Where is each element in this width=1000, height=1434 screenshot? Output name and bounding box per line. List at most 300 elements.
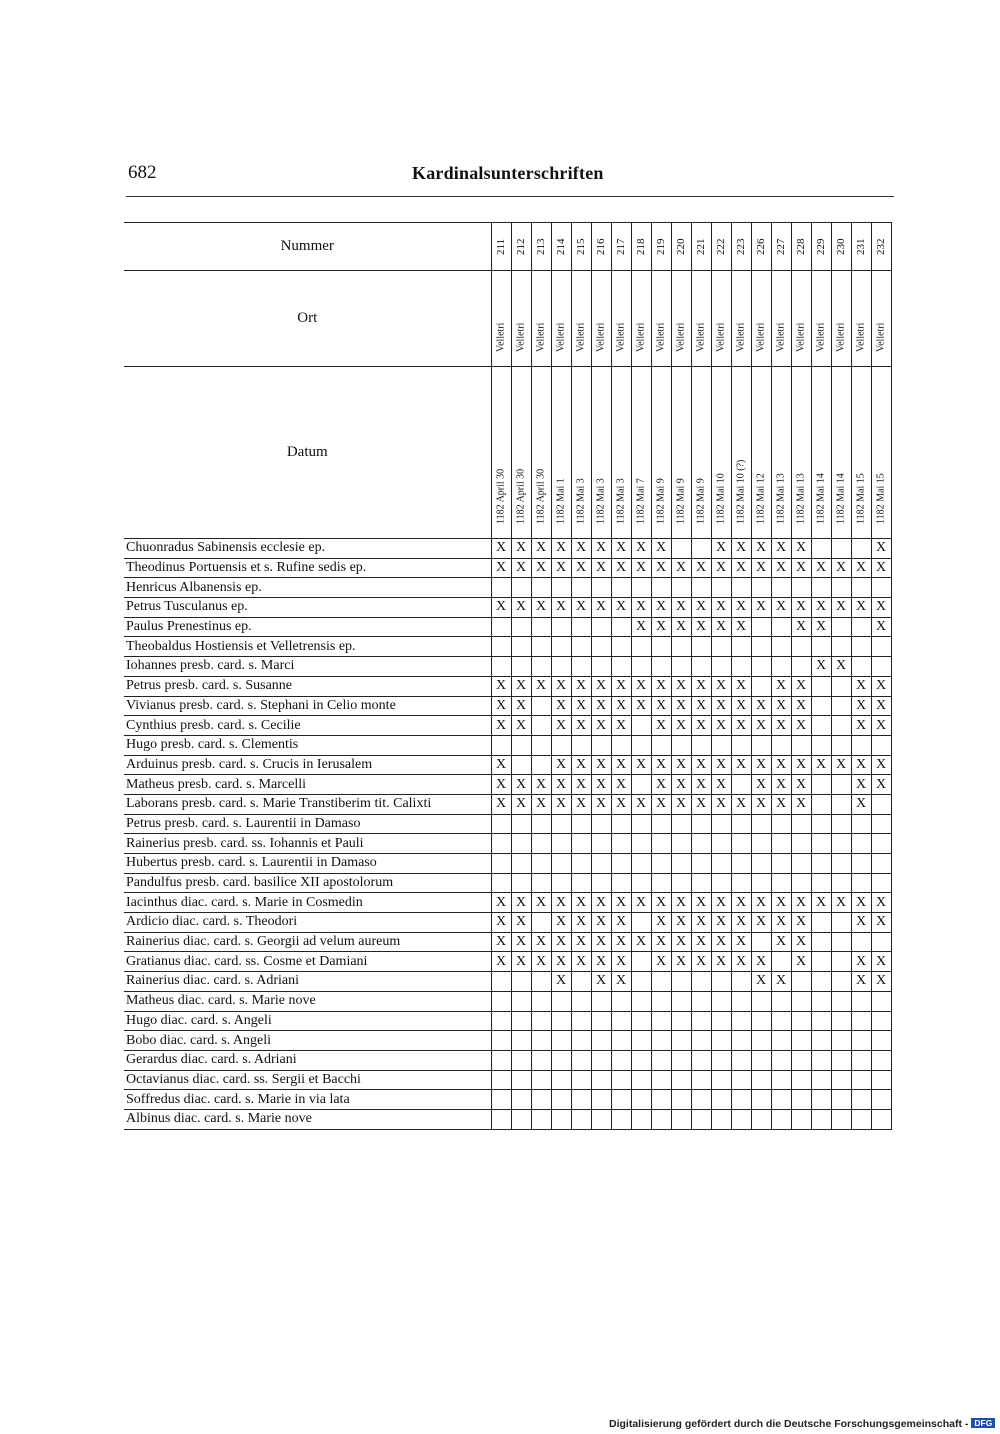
signature-mark (651, 578, 671, 598)
signature-mark: X (491, 755, 511, 775)
col-datum: 1182 Mai 14 (815, 473, 827, 524)
signature-mark (771, 1090, 791, 1110)
signature-mark (631, 775, 651, 795)
signature-mark: X (831, 657, 851, 677)
signature-mark: X (531, 794, 551, 814)
signature-mark (851, 932, 871, 952)
signature-mark: X (631, 598, 651, 618)
signature-mark (491, 1031, 511, 1051)
signature-mark (591, 1050, 611, 1070)
signature-mark (511, 1109, 531, 1129)
signature-mark (691, 1109, 711, 1129)
signature-mark (831, 834, 851, 854)
signature-mark (851, 539, 871, 559)
signature-mark (851, 657, 871, 677)
signature-mark (571, 834, 591, 854)
signature-mark (751, 1090, 771, 1110)
signature-mark (491, 637, 511, 657)
signature-mark: X (791, 775, 811, 795)
signature-mark: X (711, 755, 731, 775)
row-datum (124, 367, 891, 539)
signature-mark (791, 637, 811, 657)
signature-mark (731, 735, 751, 755)
signature-mark: X (871, 696, 891, 716)
signature-mark: X (711, 539, 731, 559)
signature-mark (831, 1090, 851, 1110)
signature-mark (811, 716, 831, 736)
signature-mark (551, 1031, 571, 1051)
signature-mark: X (791, 794, 811, 814)
signature-mark: X (671, 676, 691, 696)
col-nummer: 216 (595, 238, 607, 255)
col-datum-cell (691, 367, 711, 539)
signature-mark (671, 539, 691, 559)
signature-mark (831, 775, 851, 795)
col-ort-cell (831, 271, 851, 367)
signature-mark: X (851, 676, 871, 696)
signature-mark (691, 1011, 711, 1031)
signature-mark: X (731, 617, 751, 637)
signature-mark: X (651, 558, 671, 578)
signature-mark: X (771, 972, 791, 992)
signature-mark (791, 854, 811, 874)
table-row (124, 834, 891, 854)
cardinal-name: Albinus diac. card. s. Marie nove (124, 1109, 491, 1129)
signature-mark: X (571, 716, 591, 736)
col-datum: 1182 Mai 13 (775, 473, 787, 524)
col-datum: 1182 Mai 9 (695, 478, 707, 524)
signature-mark: X (571, 676, 591, 696)
col-nummer-cell (611, 223, 631, 271)
signature-mark (551, 1011, 571, 1031)
signature-mark (651, 735, 671, 755)
table-row (124, 558, 891, 578)
signature-mark (831, 991, 851, 1011)
signature-mark (691, 539, 711, 559)
cardinal-name: Matheus presb. card. s. Marcelli (124, 775, 491, 795)
signature-mark (831, 873, 851, 893)
signature-mark (671, 873, 691, 893)
signature-mark: X (731, 539, 751, 559)
signature-mark (571, 1070, 591, 1090)
signature-mark: X (851, 794, 871, 814)
table-row (124, 1070, 891, 1090)
signature-mark: X (651, 539, 671, 559)
signature-mark: X (791, 539, 811, 559)
signature-mark (631, 637, 651, 657)
header-rule (126, 196, 894, 197)
signature-mark (551, 617, 571, 637)
signature-mark (731, 1070, 751, 1090)
signature-mark (551, 657, 571, 677)
signature-mark: X (871, 952, 891, 972)
signature-mark (811, 578, 831, 598)
signature-mark (551, 814, 571, 834)
table-row (124, 1109, 891, 1129)
signature-mark: X (771, 913, 791, 933)
signature-mark: X (551, 775, 571, 795)
signature-mark (671, 1031, 691, 1051)
signature-mark: X (671, 617, 691, 637)
signature-mark (831, 1011, 851, 1031)
cardinal-name: Petrus presb. card. s. Laurentii in Damaso (124, 814, 491, 834)
signature-mark: X (751, 558, 771, 578)
signature-mark: X (551, 598, 571, 618)
col-ort: Velletri (655, 322, 667, 352)
signature-mark: X (651, 932, 671, 952)
signature-mark (611, 1070, 631, 1090)
signature-mark: X (491, 696, 511, 716)
table-row (124, 598, 891, 618)
signature-mark (691, 735, 711, 755)
col-nummer-cell (671, 223, 691, 271)
signature-mark (811, 1031, 831, 1051)
signature-mark (811, 1090, 831, 1110)
signature-mark (651, 1090, 671, 1110)
signature-mark (871, 735, 891, 755)
signature-mark: X (711, 913, 731, 933)
signature-mark (691, 657, 711, 677)
table-row (124, 637, 891, 657)
signature-mark (831, 932, 851, 952)
signature-mark (871, 1031, 891, 1051)
row-ort (124, 271, 891, 367)
table-row (124, 972, 891, 992)
signature-mark: X (551, 893, 571, 913)
col-nummer: 228 (795, 238, 807, 255)
signature-mark (591, 617, 611, 637)
col-ort-cell (551, 271, 571, 367)
signature-mark: X (531, 952, 551, 972)
col-datum: 1182 Mai 1 (555, 478, 567, 524)
signature-mark (791, 1090, 811, 1110)
signature-mark (831, 637, 851, 657)
signature-mark (691, 1070, 711, 1090)
signature-mark: X (551, 676, 571, 696)
signature-mark (691, 814, 711, 834)
col-datum-cell (511, 367, 531, 539)
signature-mark: X (591, 775, 611, 795)
signature-mark (611, 735, 631, 755)
signature-mark: X (731, 558, 751, 578)
signature-mark (511, 1011, 531, 1031)
signature-mark: X (691, 932, 711, 952)
signature-mark: X (851, 952, 871, 972)
signature-mark: X (671, 558, 691, 578)
signature-mark (731, 873, 751, 893)
col-datum: 1182 April 30 (495, 468, 507, 524)
signature-mark: X (811, 893, 831, 913)
col-ort-cell (631, 271, 651, 367)
col-datum-cell (851, 367, 871, 539)
col-datum-cell (751, 367, 771, 539)
signature-mark (491, 1090, 511, 1110)
col-datum: 1182 Mai 7 (635, 478, 647, 524)
signature-mark (771, 657, 791, 677)
signature-mark (671, 637, 691, 657)
col-nummer-cell (731, 223, 751, 271)
signature-mark: X (691, 716, 711, 736)
signature-mark (531, 1109, 551, 1129)
signature-mark (771, 637, 791, 657)
signature-mark (631, 1050, 651, 1070)
signature-mark (651, 873, 671, 893)
signature-mark: X (491, 558, 511, 578)
signature-mark: X (491, 932, 511, 952)
signature-mark: X (751, 775, 771, 795)
col-nummer-cell (711, 223, 731, 271)
signature-mark (591, 735, 611, 755)
signature-mark (691, 873, 711, 893)
col-nummer: 229 (815, 238, 827, 255)
col-nummer-cell (771, 223, 791, 271)
signature-mark (591, 1011, 611, 1031)
signature-mark: X (851, 558, 871, 578)
signature-mark (571, 814, 591, 834)
col-ort-cell (591, 271, 611, 367)
signature-mark (751, 735, 771, 755)
signature-mark (811, 637, 831, 657)
signature-mark (671, 657, 691, 677)
signature-mark: X (551, 755, 571, 775)
signature-mark (791, 1050, 811, 1070)
signature-mark (531, 578, 551, 598)
cardinal-name: Theodinus Portuensis et s. Rufine sedis ep. (124, 558, 491, 578)
signature-mark (551, 1109, 571, 1129)
signature-mark (751, 814, 771, 834)
signature-mark (871, 637, 891, 657)
signature-mark (811, 735, 831, 755)
col-datum-cell (711, 367, 731, 539)
signature-mark: X (611, 716, 631, 736)
signature-mark (871, 1011, 891, 1031)
signature-mark: X (851, 696, 871, 716)
signature-mark (531, 735, 551, 755)
cardinal-name: Vivianus presb. card. s. Stephani in Celio monte (124, 696, 491, 716)
col-nummer: 226 (755, 238, 767, 255)
col-datum-cell (811, 367, 831, 539)
signature-mark: X (651, 676, 671, 696)
signature-mark (631, 735, 651, 755)
table-row (124, 952, 891, 972)
col-ort-cell (571, 271, 591, 367)
signature-mark (691, 991, 711, 1011)
cardinal-name: Rainerius presb. card. ss. Iohannis et Pauli (124, 834, 491, 854)
signature-mark: X (591, 539, 611, 559)
signature-mark: X (631, 696, 651, 716)
col-ort-cell (771, 271, 791, 367)
signature-mark (531, 814, 551, 834)
table-row (124, 716, 891, 736)
signature-mark (511, 617, 531, 637)
signature-mark (511, 854, 531, 874)
signature-mark: X (511, 696, 531, 716)
signature-mark: X (651, 617, 671, 637)
signature-mark (851, 617, 871, 637)
row-nummer (124, 223, 891, 271)
signature-mark (731, 854, 751, 874)
signature-mark: X (551, 972, 571, 992)
signature-mark (551, 1090, 571, 1110)
signature-mark (531, 1011, 551, 1031)
signature-mark (631, 913, 651, 933)
cardinal-name: Laborans presb. card. s. Marie Transtiberim tit. Calixti (124, 794, 491, 814)
signature-mark: X (671, 913, 691, 933)
signature-mark (511, 735, 531, 755)
signature-mark: X (571, 794, 591, 814)
col-nummer: 220 (675, 238, 687, 255)
signature-mark: X (611, 775, 631, 795)
cardinal-name: Bobo diac. card. s. Angeli (124, 1031, 491, 1051)
signature-mark (511, 873, 531, 893)
signature-mark: X (551, 539, 571, 559)
col-nummer-cell (591, 223, 611, 271)
cardinal-name: Petrus Tusculanus ep. (124, 598, 491, 618)
signature-mark (591, 578, 611, 598)
signature-mark (511, 1031, 531, 1051)
signature-mark: X (791, 696, 811, 716)
signature-mark (751, 657, 771, 677)
col-ort: Velletri (615, 322, 627, 352)
signature-mark (491, 1011, 511, 1031)
signature-mark (711, 873, 731, 893)
table-row (124, 814, 891, 834)
signature-mark: X (611, 696, 631, 716)
signature-mark (531, 873, 551, 893)
signature-mark (671, 834, 691, 854)
signature-mark (671, 991, 691, 1011)
signature-mark (831, 676, 851, 696)
col-nummer-cell (791, 223, 811, 271)
col-ort: Velletri (535, 322, 547, 352)
col-datum: 1182 Mai 13 (795, 473, 807, 524)
col-ort: Velletri (795, 322, 807, 352)
signature-mark: X (611, 972, 631, 992)
signature-mark (791, 1109, 811, 1129)
cardinal-name: Rainerius diac. card. s. Adriani (124, 972, 491, 992)
signature-mark: X (791, 952, 811, 972)
col-datum: 1182 Mai 15 (855, 473, 867, 524)
signature-mark (871, 578, 891, 598)
signature-mark (611, 1090, 631, 1110)
col-nummer-cell (631, 223, 651, 271)
cardinal-name: Pandulfus presb. card. basilice XII apostolorum (124, 873, 491, 893)
signature-mark: X (811, 558, 831, 578)
signature-mark (591, 1031, 611, 1051)
signature-mark: X (491, 676, 511, 696)
footer-text: Digitalisierung gefördert durch die Deutsche Forschungsgemeinschaft - (609, 1418, 969, 1430)
cardinal-name: Cynthius presb. card. s. Cecilie (124, 716, 491, 736)
signature-mark: X (531, 558, 551, 578)
signature-mark (811, 1109, 831, 1129)
signature-mark (711, 657, 731, 677)
running-title: Kardinalsunterschriften (412, 163, 604, 183)
signature-mark (851, 1031, 871, 1051)
col-ort: Velletri (775, 322, 787, 352)
col-ort: Velletri (815, 322, 827, 352)
signature-mark: X (731, 913, 751, 933)
signature-mark (611, 854, 631, 874)
col-ort-cell (851, 271, 871, 367)
signature-mark: X (491, 794, 511, 814)
signature-mark (771, 814, 791, 834)
col-ort-cell (871, 271, 891, 367)
signature-mark (771, 991, 791, 1011)
signature-mark (711, 972, 731, 992)
signature-mark (651, 1070, 671, 1090)
signature-mark (751, 578, 771, 598)
signature-mark: X (491, 913, 511, 933)
signature-mark (591, 991, 611, 1011)
signature-mark (831, 794, 851, 814)
signature-mark (571, 1050, 591, 1070)
signature-mark: X (651, 913, 671, 933)
signature-mark (751, 1050, 771, 1070)
col-ort: Velletri (555, 322, 567, 352)
signature-mark (711, 854, 731, 874)
signature-mark (571, 1090, 591, 1110)
signature-mark: X (551, 952, 571, 972)
col-datum: 1182 Mai 15 (875, 473, 887, 524)
signature-mark (671, 972, 691, 992)
col-ort: Velletri (735, 322, 747, 352)
label-nummer: Nummer (124, 223, 491, 271)
table-row (124, 696, 891, 716)
col-nummer: 232 (875, 238, 887, 255)
signature-mark: X (771, 539, 791, 559)
signature-mark: X (591, 558, 611, 578)
signature-mark (551, 834, 571, 854)
signature-mark (751, 1031, 771, 1051)
signature-mark (491, 735, 511, 755)
signature-mark (831, 952, 851, 972)
signature-mark (491, 991, 511, 1011)
col-nummer-cell (811, 223, 831, 271)
signature-mark (731, 1011, 751, 1031)
dfg-logo: DFG (971, 1418, 995, 1428)
signature-mark (611, 578, 631, 598)
signature-mark: X (791, 558, 811, 578)
col-ort: Velletri (855, 322, 867, 352)
signature-mark (851, 1050, 871, 1070)
signature-mark (871, 834, 891, 854)
signature-mark: X (551, 794, 571, 814)
signature-mark (831, 1050, 851, 1070)
signature-mark (831, 913, 851, 933)
signature-mark (511, 578, 531, 598)
col-nummer: 214 (555, 238, 567, 255)
col-ort-cell (651, 271, 671, 367)
signature-mark: X (491, 952, 511, 972)
signature-mark (651, 1109, 671, 1129)
table-row (124, 1011, 891, 1031)
signature-mark (731, 1090, 751, 1110)
col-nummer: 223 (735, 238, 747, 255)
signature-mark: X (771, 755, 791, 775)
signature-mark: X (531, 539, 551, 559)
signature-mark: X (671, 716, 691, 736)
signature-mark (531, 854, 551, 874)
signature-mark: X (631, 558, 651, 578)
col-datum: 1182 Mai 3 (595, 478, 607, 524)
table-row (124, 578, 891, 598)
signature-mark (711, 1109, 731, 1129)
signature-mark: X (751, 952, 771, 972)
signature-mark (731, 991, 751, 1011)
cardinal-name: Hubertus presb. card. s. Laurentii in Damaso (124, 854, 491, 874)
signature-mark (831, 578, 851, 598)
col-nummer: 212 (515, 238, 527, 255)
